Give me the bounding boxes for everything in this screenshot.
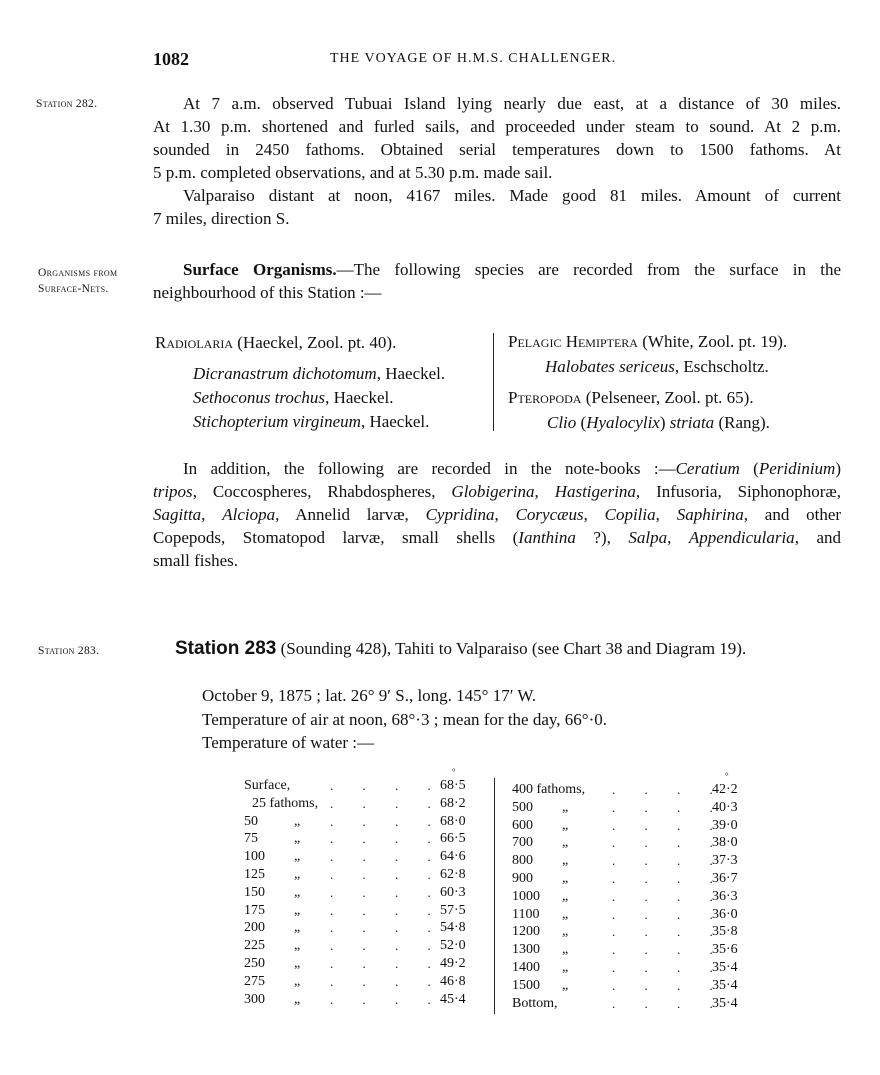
- unit-ditto: „: [294, 956, 301, 971]
- temperature-row: [512, 852, 742, 870]
- taxon: Salpa: [628, 528, 668, 547]
- para1-line: sounded in 2450 fathoms. Obtained serial temperatures down to 1500 fathoms. At: [153, 140, 841, 159]
- species-line: Clio (Hyalocylix) striata (Rang).: [547, 413, 770, 432]
- station-282-paragraph: [153, 92, 841, 230]
- leader-dots: . . . .: [330, 956, 431, 971]
- notebooks-text: ,: [583, 505, 605, 524]
- station-283-title: [175, 637, 746, 660]
- depth: 500: [512, 799, 533, 815]
- depth: 1200: [512, 924, 540, 940]
- column-divider: [493, 333, 494, 431]
- depth: 25 fathoms,: [252, 795, 319, 811]
- taxon: Sagitta: [153, 505, 202, 524]
- pteropoda-group: Pteropoda: [508, 388, 582, 407]
- notebooks-text: ?),: [575, 528, 629, 547]
- temperature-value: 42·2: [712, 782, 738, 797]
- unit-ditto: „: [562, 817, 569, 833]
- temperature-row: [512, 906, 742, 924]
- temperature-value: 68·5: [440, 778, 466, 793]
- leader-dots: . . . .: [330, 778, 431, 793]
- temperature-value: 35·6: [712, 942, 738, 958]
- para2-line: Valparaiso distant at noon, 4167 miles. Made good 81 miles. Amount of current: [183, 186, 841, 205]
- unit-ditto: „: [294, 902, 301, 918]
- notebooks-text: ,: [201, 505, 223, 524]
- unit-ditto: „: [562, 888, 569, 904]
- organisms-side-label-line: Surface-Nets.: [38, 283, 109, 295]
- degree-mark: °: [452, 767, 456, 777]
- temperature-value: 39·0: [712, 817, 738, 833]
- organisms-intro: [153, 258, 841, 304]
- temperature-value: 66·5: [440, 831, 466, 847]
- depth: 1400: [512, 960, 540, 975]
- organisms-intro-line: neighbourhood of this Station :—: [153, 283, 382, 302]
- temperature-value: 40·3: [712, 799, 738, 815]
- station-283-title-rest: (Sounding 428), Tahiti to Valparaiso (see Chart 38 and Diagram 19).: [276, 639, 747, 658]
- temperature-row: [512, 870, 742, 888]
- depth: 400 fathoms,: [512, 782, 586, 797]
- depth: 700: [512, 835, 533, 851]
- depth: 300: [244, 991, 265, 1007]
- leader-dots: . . . .: [612, 924, 713, 940]
- radiolaria-heading: [155, 331, 396, 354]
- species-author: , Haeckel.: [376, 364, 446, 383]
- temperature-row: [512, 781, 742, 799]
- leader-dots: . . . .: [612, 960, 713, 975]
- temperature-value: 62·8: [440, 867, 466, 882]
- temperature-value: 68·0: [440, 813, 466, 829]
- depth: 1300: [512, 942, 540, 958]
- degree-mark: °: [725, 771, 729, 781]
- temperature-row: [512, 977, 742, 995]
- depth: 150: [244, 884, 265, 900]
- depth: 125: [244, 867, 265, 882]
- hemiptera-heading: [508, 330, 787, 353]
- notebooks-text: ,: [534, 482, 555, 501]
- species-name: Halobates sericeus: [545, 357, 675, 376]
- taxon: Alciopa: [222, 505, 276, 524]
- unit-ditto: „: [294, 920, 301, 936]
- temperature-row: [512, 959, 742, 977]
- unit-ditto: „: [562, 906, 569, 922]
- table-divider: [494, 778, 495, 1014]
- unit-ditto: „: [294, 973, 301, 989]
- temperature-value: 35·4: [712, 995, 738, 1011]
- species-epithet: striata: [669, 413, 715, 432]
- temperature-row: [512, 817, 742, 835]
- temperature-row: [512, 834, 742, 852]
- radiolaria-ref: (Haeckel, Zool. pt. 40).: [233, 333, 397, 352]
- radiolaria-group: Radiolaria: [155, 333, 233, 352]
- species-subgenus: Hyalocylix: [586, 413, 660, 432]
- temperature-row: [512, 888, 742, 906]
- temperature-value: 37·3: [712, 853, 738, 869]
- leader-dots: . . . .: [612, 995, 713, 1011]
- station-283-water-label: Temperature of water :—: [202, 733, 375, 752]
- leader-dots: . . . .: [330, 867, 431, 882]
- depth: 75: [244, 831, 258, 847]
- species-line: [193, 362, 445, 385]
- unit-ditto: „: [294, 867, 301, 882]
- unit-ditto: „: [294, 849, 301, 865]
- temperature-row: [244, 991, 474, 1009]
- depth: 600: [512, 817, 533, 833]
- temperature-value: 35·4: [712, 960, 738, 975]
- leader-dots: . . . .: [330, 849, 431, 865]
- depth: 1500: [512, 977, 540, 993]
- unit-ditto: „: [562, 799, 569, 815]
- taxon: Ianthina: [518, 528, 576, 547]
- temperature-row: [244, 866, 474, 884]
- temperature-value: 35·4: [712, 977, 738, 993]
- para1-line: 5 p.m. completed observations, and at 5.30 p.m. made sail.: [153, 163, 553, 182]
- para2-line: 7 miles, direction S.: [153, 209, 290, 228]
- temperature-value: 45·4: [440, 991, 466, 1007]
- depth: 1000: [512, 888, 540, 904]
- notebooks-line: small fishes.: [153, 551, 238, 570]
- depth: 50: [244, 813, 258, 829]
- page-number: 1082: [153, 49, 189, 69]
- temperature-row: [244, 777, 474, 795]
- leader-dots: . . . .: [612, 977, 713, 993]
- organisms-intro-line: [153, 258, 841, 281]
- leader-dots: . . . .: [330, 938, 431, 954]
- hemiptera-ref: (White, Zool. pt. 19).: [637, 332, 788, 351]
- station-283-side-label: Station 283.: [38, 645, 100, 657]
- taxon: Appendicularia: [688, 528, 795, 547]
- organisms-heading: Surface Organisms.: [183, 260, 337, 279]
- temperature-row: [512, 799, 742, 817]
- station-283-date: October 9, 1875 ; lat. 26° 9′ S., long. 145° 17′ W.: [202, 686, 537, 705]
- temperature-value: 49·2: [440, 956, 466, 971]
- temperature-value: 36·3: [712, 888, 738, 904]
- temperature-row: [512, 995, 742, 1013]
- notebooks-paragraph: [153, 457, 841, 572]
- notebooks-text: ,: [667, 528, 689, 547]
- species-line: [545, 355, 769, 378]
- notebooks-text: , and other: [743, 505, 842, 524]
- running-title: THE VOYAGE OF H.M.S. CHALLENGER.: [330, 51, 617, 66]
- leader-dots: . . . .: [612, 835, 713, 851]
- notebooks-line: [153, 480, 841, 503]
- unit-ditto: „: [562, 853, 569, 869]
- taxon: Corycæus: [515, 505, 584, 524]
- temperature-row: [244, 813, 474, 831]
- unit-ditto: „: [294, 991, 301, 1007]
- temperature-value: 57·5: [440, 902, 466, 918]
- temperature-row: [244, 902, 474, 920]
- depth: 200: [244, 920, 265, 936]
- leader-dots: . . . .: [612, 942, 713, 958]
- depth: Bottom,: [512, 995, 558, 1011]
- species-name: Stichopterium virgineum: [193, 412, 361, 431]
- notebooks-line: [153, 526, 841, 549]
- species-name: Clio: [547, 413, 577, 432]
- leader-dots: . . . .: [612, 853, 713, 869]
- unit-ditto: „: [562, 924, 569, 940]
- taxon: Globigerina: [451, 482, 535, 501]
- leader-dots: . . . .: [612, 799, 713, 815]
- leader-dots: . . . .: [612, 888, 713, 904]
- notebooks-text: , and: [794, 528, 842, 547]
- organisms-side-label-line: Organisms from: [38, 267, 118, 279]
- para1-line: At 7 a.m. observed Tubuai Island lying nearly due east, at a distance of 30 miles.: [183, 94, 841, 113]
- notebooks-text: ,: [655, 505, 677, 524]
- notebooks-line: In addition, the following are recorded in the note-books :—Ceratium (Peridinium): [183, 459, 841, 478]
- station-283-title-bold: Station 283: [175, 638, 277, 659]
- species-author: , Eschscholtz.: [674, 357, 769, 376]
- depth: 900: [512, 871, 533, 886]
- unit-ditto: „: [562, 942, 569, 958]
- species-name: Dicranastrum dichotomum: [193, 364, 377, 383]
- species-author: (Rang).: [714, 413, 770, 432]
- unit-ditto: „: [294, 831, 301, 847]
- hemiptera-group: Pelagic Hemiptera: [508, 332, 638, 351]
- species-line: [193, 386, 394, 409]
- leader-dots: . . . .: [330, 920, 431, 936]
- unit-ditto: „: [294, 813, 301, 829]
- species-line: [193, 410, 429, 433]
- temperature-row: [244, 937, 474, 955]
- depth: 100: [244, 849, 265, 865]
- leader-dots: . . . .: [330, 973, 431, 989]
- depth: 800: [512, 853, 533, 869]
- organisms-side-label: [38, 265, 117, 297]
- leader-dots: . . . .: [612, 782, 713, 797]
- notebooks-text: Copepods, Stomatopod larvæ, small shells (: [153, 528, 519, 547]
- temperature-value: 52·0: [440, 938, 466, 954]
- species-author: , Haeckel.: [325, 388, 394, 407]
- leader-dots: . . . .: [330, 902, 431, 918]
- notebooks-text: , Coccospheres, Rhabdospheres,: [192, 482, 452, 501]
- taxon: Saphirina: [676, 505, 744, 524]
- organisms-intro-text: —The following species are recorded from the surface in the: [336, 260, 842, 279]
- unit-ditto: „: [562, 977, 569, 993]
- depth: 225: [244, 938, 265, 954]
- temperature-value: 38·0: [712, 835, 738, 851]
- temperature-value: 46·8: [440, 973, 466, 989]
- temperature-row: [244, 830, 474, 848]
- notebooks-text: , Annelid larvæ,: [275, 505, 426, 524]
- temperature-value: 35·8: [712, 924, 738, 940]
- leader-dots: . . . .: [330, 813, 431, 829]
- unit-ditto: „: [562, 960, 569, 975]
- temperature-row: [244, 973, 474, 991]
- temperature-value: 64·6: [440, 849, 466, 865]
- taxon: Hastigerina: [554, 482, 636, 501]
- depth: Surface,: [244, 778, 291, 793]
- leader-dots: . . . .: [330, 795, 431, 811]
- temperature-row: [512, 941, 742, 959]
- leader-dots: . . . .: [330, 884, 431, 900]
- temperature-value: 60·3: [440, 884, 466, 900]
- species-author: , Haeckel.: [360, 412, 430, 431]
- unit-ditto: „: [294, 938, 301, 954]
- temperature-row: [244, 955, 474, 973]
- depth: 250: [244, 956, 265, 971]
- unit-ditto: „: [562, 871, 569, 886]
- leader-dots: . . . .: [612, 871, 713, 886]
- notebooks-text: , Infusoria, Siphonophoræ,: [635, 482, 842, 501]
- temperature-row: [244, 884, 474, 902]
- temperature-value: 54·8: [440, 920, 466, 936]
- pteropoda-ref: (Pelseneer, Zool. pt. 65).: [581, 388, 754, 407]
- taxon: tripos: [153, 482, 193, 501]
- notebooks-text: In addition, the following are recorded in the note-books :—: [183, 459, 676, 478]
- leader-dots: . . . .: [330, 831, 431, 847]
- depth: 1100: [512, 906, 540, 922]
- taxon: Cypridina: [425, 505, 495, 524]
- temperature-row: [244, 795, 474, 813]
- leader-dots: . . . .: [330, 991, 431, 1007]
- leader-dots: . . . .: [612, 817, 713, 833]
- station-282-side-label: Station 282.: [36, 98, 98, 110]
- temperature-value: 36·0: [712, 906, 738, 922]
- para1-line: At 1.30 p.m. shortened and furled sails, and proceeded under steam to sound. At 2 p.m.: [153, 117, 841, 136]
- leader-dots: . . . .: [612, 906, 713, 922]
- taxon: Peridinium: [758, 459, 836, 478]
- temperature-row: [244, 919, 474, 937]
- unit-ditto: „: [562, 835, 569, 851]
- temperature-value: 68·2: [440, 795, 466, 811]
- depth: 175: [244, 902, 265, 918]
- notebooks-line: [153, 503, 841, 526]
- temperature-row: [244, 848, 474, 866]
- temperature-value: 36·7: [712, 871, 738, 886]
- taxon: Copilia: [604, 505, 656, 524]
- notebooks-text: ,: [494, 505, 516, 524]
- temperature-row: [512, 923, 742, 941]
- pteropoda-heading: [508, 386, 754, 409]
- species-name: Sethoconus trochus: [193, 388, 326, 407]
- depth: 275: [244, 973, 265, 989]
- taxon: Ceratium: [675, 459, 740, 478]
- station-283-air-temp: Temperature of air at noon, 68°·3 ; mean for the day, 66°·0.: [202, 710, 607, 729]
- unit-ditto: „: [294, 884, 301, 900]
